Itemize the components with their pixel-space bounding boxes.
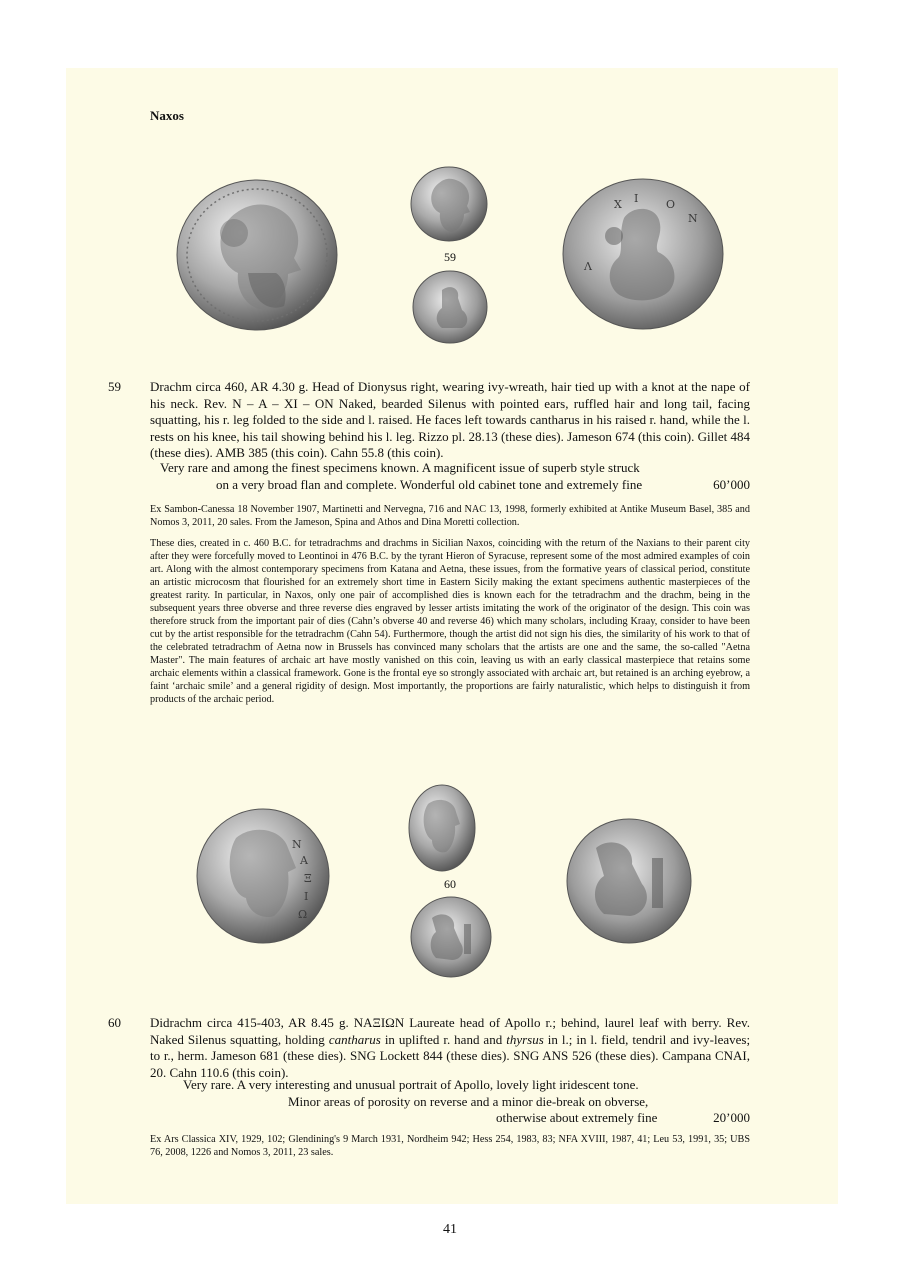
lot-60-grade (150, 1077, 750, 1127)
coin-60-reverse-small (410, 896, 492, 978)
section-title: Naxos (150, 108, 184, 123)
lot-60-estimate: 20’000 (713, 1110, 750, 1125)
lot-59-estimate: 60’000 (713, 476, 750, 492)
svg-text:Ω: Ω (298, 908, 308, 921)
lot-59-provenance: Ex Sambon-Canessa 18 November 1907, Martinetti and Nervegna, 716 and NAC 13, 1998, formerly exhibited at Antike Museum Basel, 385 and Nomos 3, 2011, 20 sales. From the Jameson, Spina and Athos and Dina Moretti collection. (150, 504, 750, 528)
svg-text:Λ: Λ (584, 260, 592, 273)
lot-60-desc-cantharus: cantharus (328, 1031, 381, 1047)
coin-59-reverse-small (412, 270, 488, 344)
lot-60-desc-part-c: in l.; in l. field, tendril and ivy-leaves; to r., herm. Jameson 681 (these dies). SNG Lockett 844 (these dies). SNG ANS 526 (these dies). Campana CNAI, 20. Cahn 110.6 (this coin). (150, 1031, 751, 1080)
coin-60-obverse-small (408, 784, 476, 872)
lot-60-provenance: Ex Ars Classica XIV, 1929, 102; Glendining's 9 March 1931, Nordheim 942; Hess 254, 1983, 83; NFA XVIII, 1987, 41; Leu 53, 1991, 35; UBS 76, 2008, 1226 and Nomos 3, 2011, 23 sales. (150, 1134, 750, 1158)
lot-60-grade-line3: otherwise about extremely fine (496, 1110, 658, 1125)
lot-59-description: Drachm circa 460, AR 4.30 g. Head of Dionysus right, wearing ivy-wreath, hair tied up with a knot at the nape of his neck. Rev. N – A – XI – ON Naked, bearded Silenus with pointed ears, ruffled hair and long tail, facing squatting, his r. leg folded to the side and l. raised. He faces left towards cantharus in his raised r. hand, while the l. rests on his knee, his tail showing behind his l. leg. Rizzo pl. 28.13 (these dies). Jameson 674 (this coin). Gillet 484 (these dies). AMB 385 (this coin). Cahn 55.8 (this coin). (150, 379, 750, 460)
lot-59-grade-line1: Very rare and among the finest specimens known. A magnificent issue of superb style struck (160, 460, 640, 475)
coin-60-obverse-large (196, 808, 330, 944)
svg-text:Ι: Ι (304, 890, 309, 903)
lot-59-commentary: These dies, created in c. 460 B.C. for tetradrachms and drachms in Sicilian Naxos, coinciding with the return of the Naxians to their parent city after they were forcefully moved to Leontinoi in 476 B.C. by the tyrant Hieron of Syracuse, represent some of the most admired examples of coin art. Along with the almost contemporary specimens from Katana and Aetna, these issues, from the formative years of classical period, constitute an artistic microcosm that flourished for an extremely short time in Eastern Sicily making the extant specimens authentic masterpieces of the greatest rarity. In particular, in Naxos, only one pair of accomplished dies is known each for the tetradrachm and the drachm, being in the subsequent years three obverse and three reverse dies engraved by lesser artists imitating the work of the originator of the design. This coin was therefore struck from the important pair of dies (Cahn’s obverse 40 and reverse 46) which many scholars, including Kraay, consider to have been cut by the artist responsible for the tetradrachm (Cahn 54). Furthermore, though the artist did not sign his dies, the similarity of his work to that of the celebrated tetradrachm of Aetna now in Brussels has convinced many scholars that the artists are one and the same, the so-called "Aetna Master". The main features of archaic art have mostly vanished on this coin, leaving us with an early classical masterpiece that retains some archaic elements within a classical framework. Gone is the frontal eye so strongly associated with archaic art, but retained is an arching eyebrow, a faint ‘archaic smile’ and a general rigidity of design. Most importantly, the proportions are fairly naturalistic, which helps to distinguish it from products of the archaic period. (150, 538, 750, 705)
coin-60-image-label: 60 (444, 877, 456, 891)
lot-60-desc-part-b: in uplifted r. hand and (384, 1031, 503, 1047)
lot-60-desc-part-a: Didrachm circa 415-403, AR 8.45 g. ΝΑΞΙΩΝ Laureate head of Apollo r.; behind, laurel leaf with berry. Rev. Naked Silenus squatting, holding (150, 1015, 750, 1047)
lot-60-desc-thyrsus: thyrsus (506, 1031, 544, 1047)
svg-text:Α: Α (300, 854, 308, 867)
lot-60-grade-line2: Minor areas of porosity on reverse and a minor die-break on obverse, (288, 1093, 649, 1109)
lot-59-grade (160, 460, 750, 493)
lot-60-description (150, 1015, 750, 1081)
svg-text:Ξ: Ξ (304, 872, 312, 885)
svg-text:Ι: Ι (634, 192, 639, 205)
coin-59-obverse-small (410, 166, 488, 242)
svg-text:Ο: Ο (666, 198, 676, 211)
lot-60-grade-line1: Very rare. A very interesting and unusual portrait of Apollo, lovely light iridescent tone. (183, 1077, 639, 1092)
coin-59-image-label: 59 (444, 250, 456, 264)
lot-59-grade-line2: on a very broad flan and complete. Wonderful old cabinet tone and extremely fine (216, 476, 643, 492)
lot-59-number: 59 (108, 379, 121, 394)
coin-60-reverse-large (566, 818, 692, 944)
page-number: 41 (443, 1222, 457, 1237)
coin-59-obverse-large (176, 178, 338, 332)
lot-60-number: 60 (108, 1015, 121, 1030)
svg-text:Ν: Ν (292, 838, 302, 851)
svg-text:Χ: Χ (614, 198, 622, 211)
svg-text:Ν: Ν (688, 212, 698, 225)
coin-59-reverse-large (562, 178, 724, 330)
